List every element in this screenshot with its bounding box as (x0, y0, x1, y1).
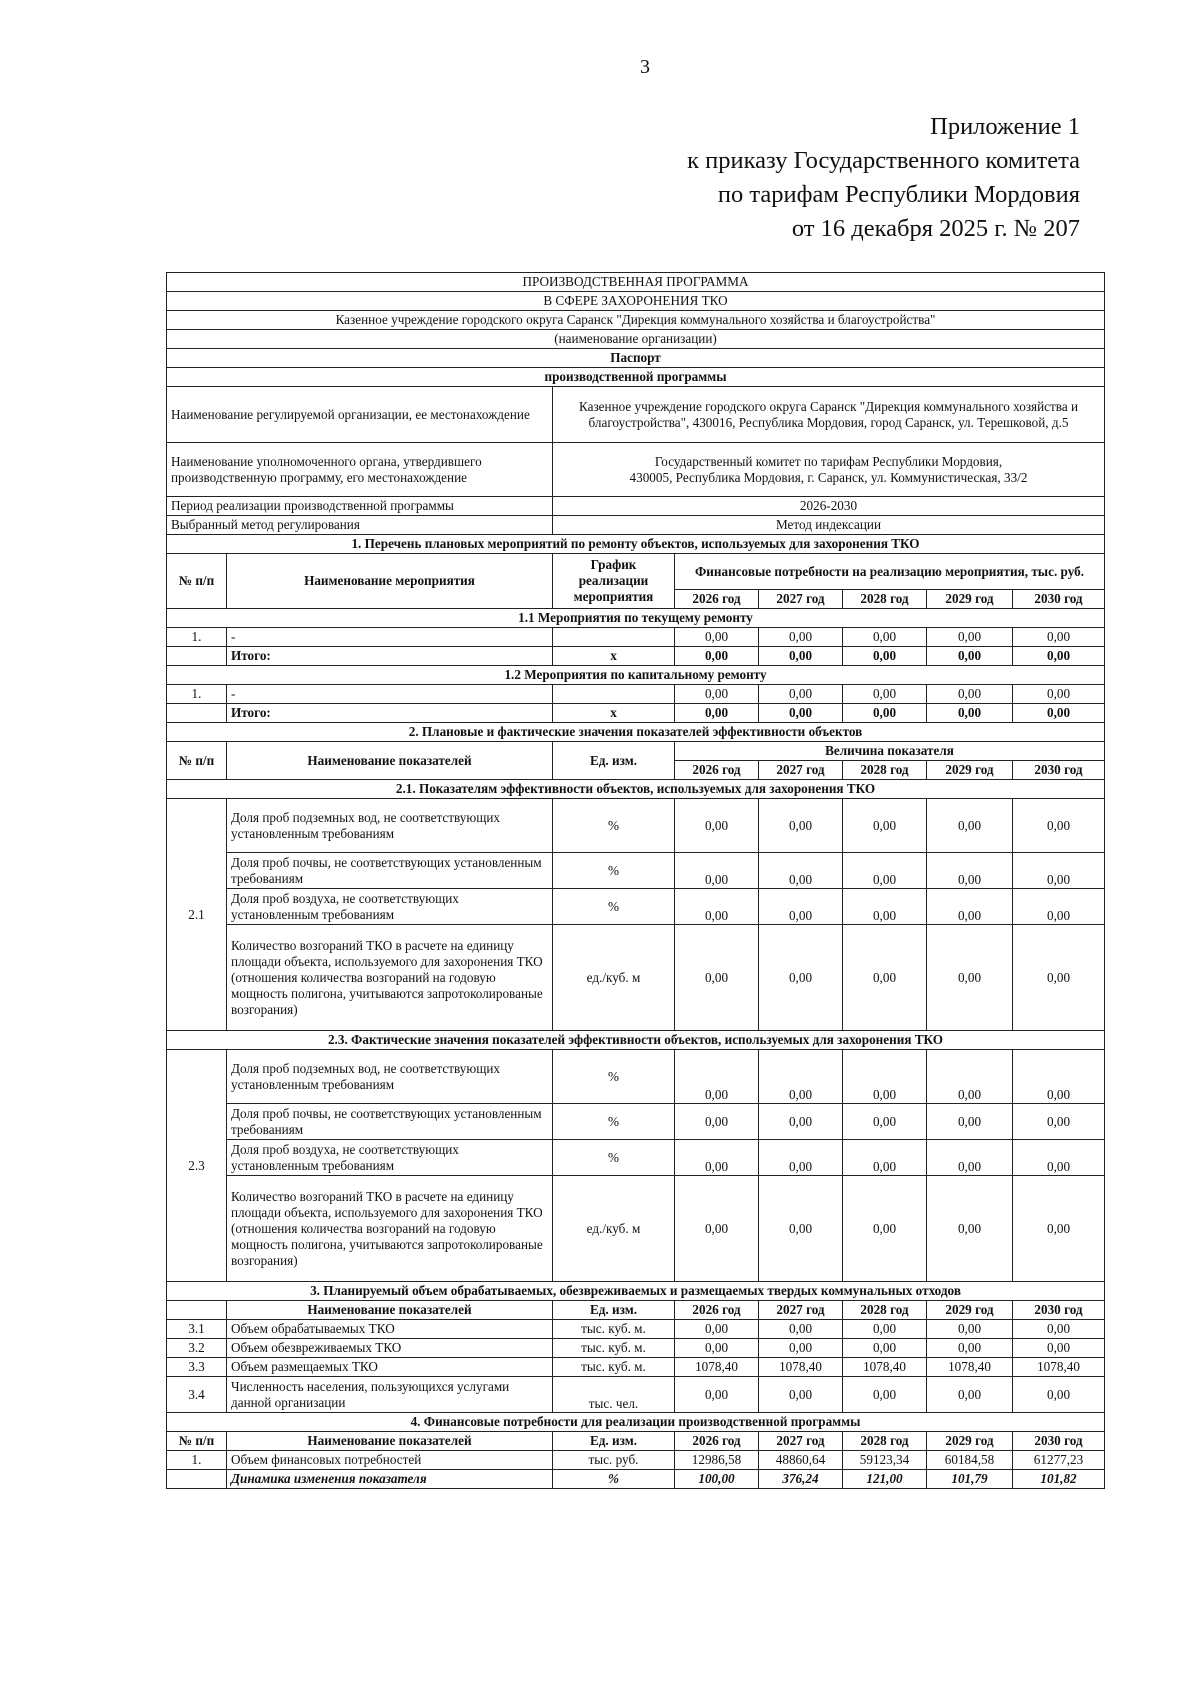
value-cell: 0,00 (1013, 1377, 1105, 1413)
indicator-name: Количество возгораний ТКО в расчете на единицу площади объекта, используемого для захоронения ТКО (отношения количества возгораний на годовую мощность полигона, учитываются запротоколированые возгорания) (227, 925, 553, 1031)
row-number (167, 647, 227, 666)
section-title: 4. Финансовые потребности для реализации производственной программы (167, 1413, 1105, 1432)
row-number: 2.1 (167, 799, 227, 1031)
value-cell: 0,00 (843, 853, 927, 889)
program-title: ПРОИЗВОДСТВЕННАЯ ПРОГРАММА (167, 273, 1105, 292)
value-cell: 12986,58 (675, 1451, 759, 1470)
value-cell: 61277,23 (1013, 1451, 1105, 1470)
year-header: 2027 год (759, 761, 843, 780)
year-header: 2030 год (1013, 761, 1105, 780)
value-cell: 0,00 (927, 1320, 1013, 1339)
indicator-name: Объем обрабатываемых ТКО (227, 1320, 553, 1339)
value-cell: 0,00 (675, 1320, 759, 1339)
unit-cell: % (553, 853, 675, 889)
value-cell: 0,00 (1013, 1050, 1105, 1104)
value-cell: 48860,64 (759, 1451, 843, 1470)
value-cell: 0,00 (1013, 1140, 1105, 1176)
indicator-name: Объем обезвреживаемых ТКО (227, 1339, 553, 1358)
value-cell: 0,00 (843, 799, 927, 853)
value-cell: 0,00 (675, 853, 759, 889)
value-cell: 0,00 (1013, 853, 1105, 889)
subsection-title: 2.1. Показателям эффективности объектов, используемых для захоронения ТКО (167, 780, 1105, 799)
annex-line: Приложение 1 (930, 113, 1080, 140)
value-cell: 0,00 (675, 799, 759, 853)
passport-label: Наименование регулируемой организации, ее местонахождение (167, 387, 553, 443)
value-cell: 0,00 (1013, 685, 1105, 704)
value-cell: 101,82 (1013, 1470, 1105, 1489)
year-header: 2027 год (759, 1301, 843, 1320)
value-cell: 0,00 (843, 685, 927, 704)
value-cell: 0,00 (1013, 1339, 1105, 1358)
subsection-title: 1.1 Мероприятия по текущему ремонту (167, 609, 1105, 628)
value-cell: 0,00 (927, 853, 1013, 889)
value-cell: 0,00 (927, 1176, 1013, 1282)
unit-cell: тыс. куб. м. (553, 1320, 675, 1339)
value-cell: 0,00 (1013, 925, 1105, 1031)
passport-value: 2026-2030 (553, 497, 1105, 516)
unit-cell: тыс. руб. (553, 1451, 675, 1470)
value-cell: 0,00 (1013, 628, 1105, 647)
section-title: 3. Планируемый объем обрабатываемых, обезвреживаемых и размещаемых твердых коммунальных отходов (167, 1282, 1105, 1301)
value-cell: 60184,58 (927, 1451, 1013, 1470)
value-cell: 0,00 (675, 1050, 759, 1104)
indicator-name: Доля проб почвы, не соответствующих установленным требованиям (227, 1104, 553, 1140)
unit-cell: тыс. куб. м. (553, 1339, 675, 1358)
indicator-name: Доля проб почвы, не соответствующих установленным требованиям (227, 853, 553, 889)
value-cell: 0,00 (675, 1339, 759, 1358)
value-cell: 1078,40 (675, 1358, 759, 1377)
value-cell: 0,00 (759, 925, 843, 1031)
value-cell: 0,00 (675, 1104, 759, 1140)
value-cell: 0,00 (1013, 889, 1105, 925)
production-program-table (166, 272, 1105, 1489)
indicator-name: Динамика изменения показателя (227, 1470, 553, 1489)
program-subtitle: В СФЕРЕ ЗАХОРОНЕНИЯ ТКО (167, 292, 1105, 311)
unit-cell: % (553, 1050, 675, 1104)
column-header: № п/п (167, 742, 227, 780)
indicator-name: Количество возгораний ТКО в расчете на единицу площади объекта, используемого для захоронения ТКО (отношения количества возгораний на годовую мощность полигона, учитываются запротоколированые возгорания) (227, 1176, 553, 1282)
value-cell: 0,00 (1013, 799, 1105, 853)
unit-cell: % (553, 1104, 675, 1140)
value-cell: 101,79 (927, 1470, 1013, 1489)
year-header: 2026 год (675, 761, 759, 780)
value-cell: 0,00 (843, 1050, 927, 1104)
organization-name: Казенное учреждение городского округа Саранск "Дирекция коммунального хозяйства и благоустройства" (167, 311, 1105, 330)
value-cell: 376,24 (759, 1470, 843, 1489)
section-title: 1. Перечень плановых мероприятий по ремонту объектов, используемых для захоронения ТКО (167, 535, 1105, 554)
value-cell: 0,00 (843, 1104, 927, 1140)
total-x: х (553, 704, 675, 723)
schedule-cell (553, 685, 675, 704)
total-value: 0,00 (843, 704, 927, 723)
value-cell: 0,00 (927, 685, 1013, 704)
row-number: 2.3 (167, 1050, 227, 1282)
value-cell: 0,00 (843, 628, 927, 647)
year-header: 2028 год (843, 1432, 927, 1451)
passport-title: Паспорт (167, 349, 1105, 368)
year-header: 2026 год (675, 1301, 759, 1320)
value-cell: 121,00 (843, 1470, 927, 1489)
passport-value: Казенное учреждение городского округа Саранск "Дирекция коммунального хозяйства и благоустройства", 430016, Республика Мордовия, город Саранск, ул. Терешковой, д.5 (553, 387, 1105, 443)
value-cell: 0,00 (759, 1320, 843, 1339)
annex-line: по тарифам Республики Мордовия (717, 181, 1080, 208)
total-value: 0,00 (759, 647, 843, 666)
total-value: 0,00 (927, 704, 1013, 723)
total-value: 0,00 (927, 647, 1013, 666)
value-cell: 0,00 (843, 1320, 927, 1339)
annex-header (687, 110, 1080, 246)
organization-caption: (наименование организации) (167, 330, 1105, 349)
year-header: 2030 год (1013, 1301, 1105, 1320)
value-cell: 0,00 (759, 889, 843, 925)
indicator-name: Объем размещаемых ТКО (227, 1358, 553, 1377)
row-number: 1. (167, 685, 227, 704)
value-cell: 1078,40 (927, 1358, 1013, 1377)
value-cell: 0,00 (675, 628, 759, 647)
value-cell: 0,00 (927, 925, 1013, 1031)
value-cell: 0,00 (927, 1104, 1013, 1140)
annex-line: к приказу Государственного комитета (687, 147, 1080, 174)
row-number: 1. (167, 1451, 227, 1470)
row-number: 1. (167, 628, 227, 647)
unit-cell: % (553, 799, 675, 853)
row-number: 3.4 (167, 1377, 227, 1413)
value-cell: 0,00 (675, 1140, 759, 1176)
value-cell: 0,00 (759, 853, 843, 889)
column-header: Величина показателя (675, 742, 1105, 761)
value-cell: 0,00 (843, 1377, 927, 1413)
total-label: Итого: (227, 647, 553, 666)
column-header: Ед. изм. (553, 1432, 675, 1451)
passport-label: Период реализации производственной программы (167, 497, 553, 516)
row-number: 3.1 (167, 1320, 227, 1339)
value-cell: 0,00 (759, 1104, 843, 1140)
unit-cell: тыс. куб. м. (553, 1358, 675, 1377)
value-cell: 0,00 (675, 1176, 759, 1282)
total-label: Итого: (227, 704, 553, 723)
column-header: Ед. изм. (553, 1301, 675, 1320)
value-cell: 0,00 (759, 1176, 843, 1282)
value-cell: 1078,40 (843, 1358, 927, 1377)
total-value: 0,00 (1013, 704, 1105, 723)
indicator-name: Доля проб воздуха, не соответствующих установленным требованиям (227, 1140, 553, 1176)
value-cell: 0,00 (843, 925, 927, 1031)
indicator-name: Численность населения, пользующихся услугами данной организации (227, 1377, 553, 1413)
value-cell: 0,00 (759, 1050, 843, 1104)
column-header: Наименование мероприятия (227, 554, 553, 609)
value-cell: 0,00 (759, 1140, 843, 1176)
total-value: 0,00 (675, 647, 759, 666)
year-header: 2027 год (759, 1432, 843, 1451)
value-cell: 0,00 (927, 628, 1013, 647)
value-cell: 0,00 (843, 889, 927, 925)
unit-cell: % (553, 1470, 675, 1489)
passport-value: Государственный комитет по тарифам Республики Мордовия, 430005, Республика Мордовия, г. Саранск, ул. Коммунистическая, 33/2 (553, 443, 1105, 497)
subsection-title: 2.3. Фактические значения показателей эффективности объектов, используемых для захоронения ТКО (167, 1031, 1105, 1050)
value-cell: 0,00 (675, 925, 759, 1031)
value-cell: 1078,40 (759, 1358, 843, 1377)
value-cell: 0,00 (927, 799, 1013, 853)
year-header: 2028 год (843, 590, 927, 609)
total-value: 0,00 (759, 704, 843, 723)
value-cell: 0,00 (927, 1140, 1013, 1176)
page-number: 3 (640, 56, 650, 78)
year-header: 2028 год (843, 761, 927, 780)
value-cell: 0,00 (759, 628, 843, 647)
value-cell: 0,00 (1013, 1320, 1105, 1339)
year-header: 2026 год (675, 590, 759, 609)
column-header (167, 1301, 227, 1320)
indicator-name: Доля проб воздуха, не соответствующих установленным требованиям (227, 889, 553, 925)
unit-cell: ед./куб. м (553, 1176, 675, 1282)
year-header: 2027 год (759, 590, 843, 609)
unit-cell: тыс. чел. (553, 1377, 675, 1413)
value-cell: 0,00 (927, 1377, 1013, 1413)
value-cell: 0,00 (927, 1050, 1013, 1104)
total-x: х (553, 647, 675, 666)
value-cell: 0,00 (759, 799, 843, 853)
annex-date-line: от 16 декабря 2025 г. № 207 (791, 215, 1080, 242)
year-header: 2029 год (927, 1432, 1013, 1451)
unit-cell: % (553, 889, 675, 925)
value-cell: 0,00 (927, 1339, 1013, 1358)
column-header: График реализации мероприятия (553, 554, 675, 609)
value-cell: 0,00 (927, 889, 1013, 925)
year-header: 2029 год (927, 590, 1013, 609)
activity-name: - (227, 685, 553, 704)
value-cell: 0,00 (759, 1339, 843, 1358)
total-value: 0,00 (1013, 647, 1105, 666)
column-header: № п/п (167, 1432, 227, 1451)
column-header: Ед. изм. (553, 742, 675, 780)
value-cell: 0,00 (759, 685, 843, 704)
value-cell: 100,00 (675, 1470, 759, 1489)
column-header: № п/п (167, 554, 227, 609)
unit-cell: % (553, 1140, 675, 1176)
passport-value: Метод индексации (553, 516, 1105, 535)
total-value: 0,00 (843, 647, 927, 666)
year-header: 2029 год (927, 1301, 1013, 1320)
row-number: 3.3 (167, 1358, 227, 1377)
value-cell: 59123,34 (843, 1451, 927, 1470)
indicator-name: Объем финансовых потребностей (227, 1451, 553, 1470)
row-number (167, 704, 227, 723)
value-cell: 0,00 (675, 685, 759, 704)
value-cell: 0,00 (1013, 1104, 1105, 1140)
indicator-name: Доля проб подземных вод, не соответствующих установленным требованиям (227, 1050, 553, 1104)
year-header: 2026 год (675, 1432, 759, 1451)
subsection-title: 1.2 Мероприятия по капитальному ремонту (167, 666, 1105, 685)
year-header: 2030 год (1013, 590, 1105, 609)
total-value: 0,00 (675, 704, 759, 723)
value-cell: 0,00 (1013, 1176, 1105, 1282)
passport-label: Наименование уполномоченного органа, утвердившего производственную программу, его местонахождение (167, 443, 553, 497)
schedule-cell (553, 628, 675, 647)
value-cell: 1078,40 (1013, 1358, 1105, 1377)
activity-name: - (227, 628, 553, 647)
value-cell: 0,00 (843, 1140, 927, 1176)
passport-label: Выбранный метод регулирования (167, 516, 553, 535)
column-header: Финансовые потребности на реализацию мероприятия, тыс. руб. (675, 554, 1105, 590)
row-number: 3.2 (167, 1339, 227, 1358)
value-cell: 0,00 (843, 1176, 927, 1282)
value-cell: 0,00 (675, 1377, 759, 1413)
year-header: 2028 год (843, 1301, 927, 1320)
unit-cell: ед./куб. м (553, 925, 675, 1031)
year-header: 2030 год (1013, 1432, 1105, 1451)
year-header: 2029 год (927, 761, 1013, 780)
value-cell: 0,00 (759, 1377, 843, 1413)
column-header: Наименование показателей (227, 742, 553, 780)
row-number (167, 1470, 227, 1489)
section-title: 2. Плановые и фактические значения показателей эффективности объектов (167, 723, 1105, 742)
column-header: Наименование показателей (227, 1432, 553, 1451)
indicator-name: Доля проб подземных вод, не соответствующих установленным требованиям (227, 799, 553, 853)
value-cell: 0,00 (675, 889, 759, 925)
column-header: Наименование показателей (227, 1301, 553, 1320)
passport-subtitle: производственной программы (167, 368, 1105, 387)
value-cell: 0,00 (843, 1339, 927, 1358)
